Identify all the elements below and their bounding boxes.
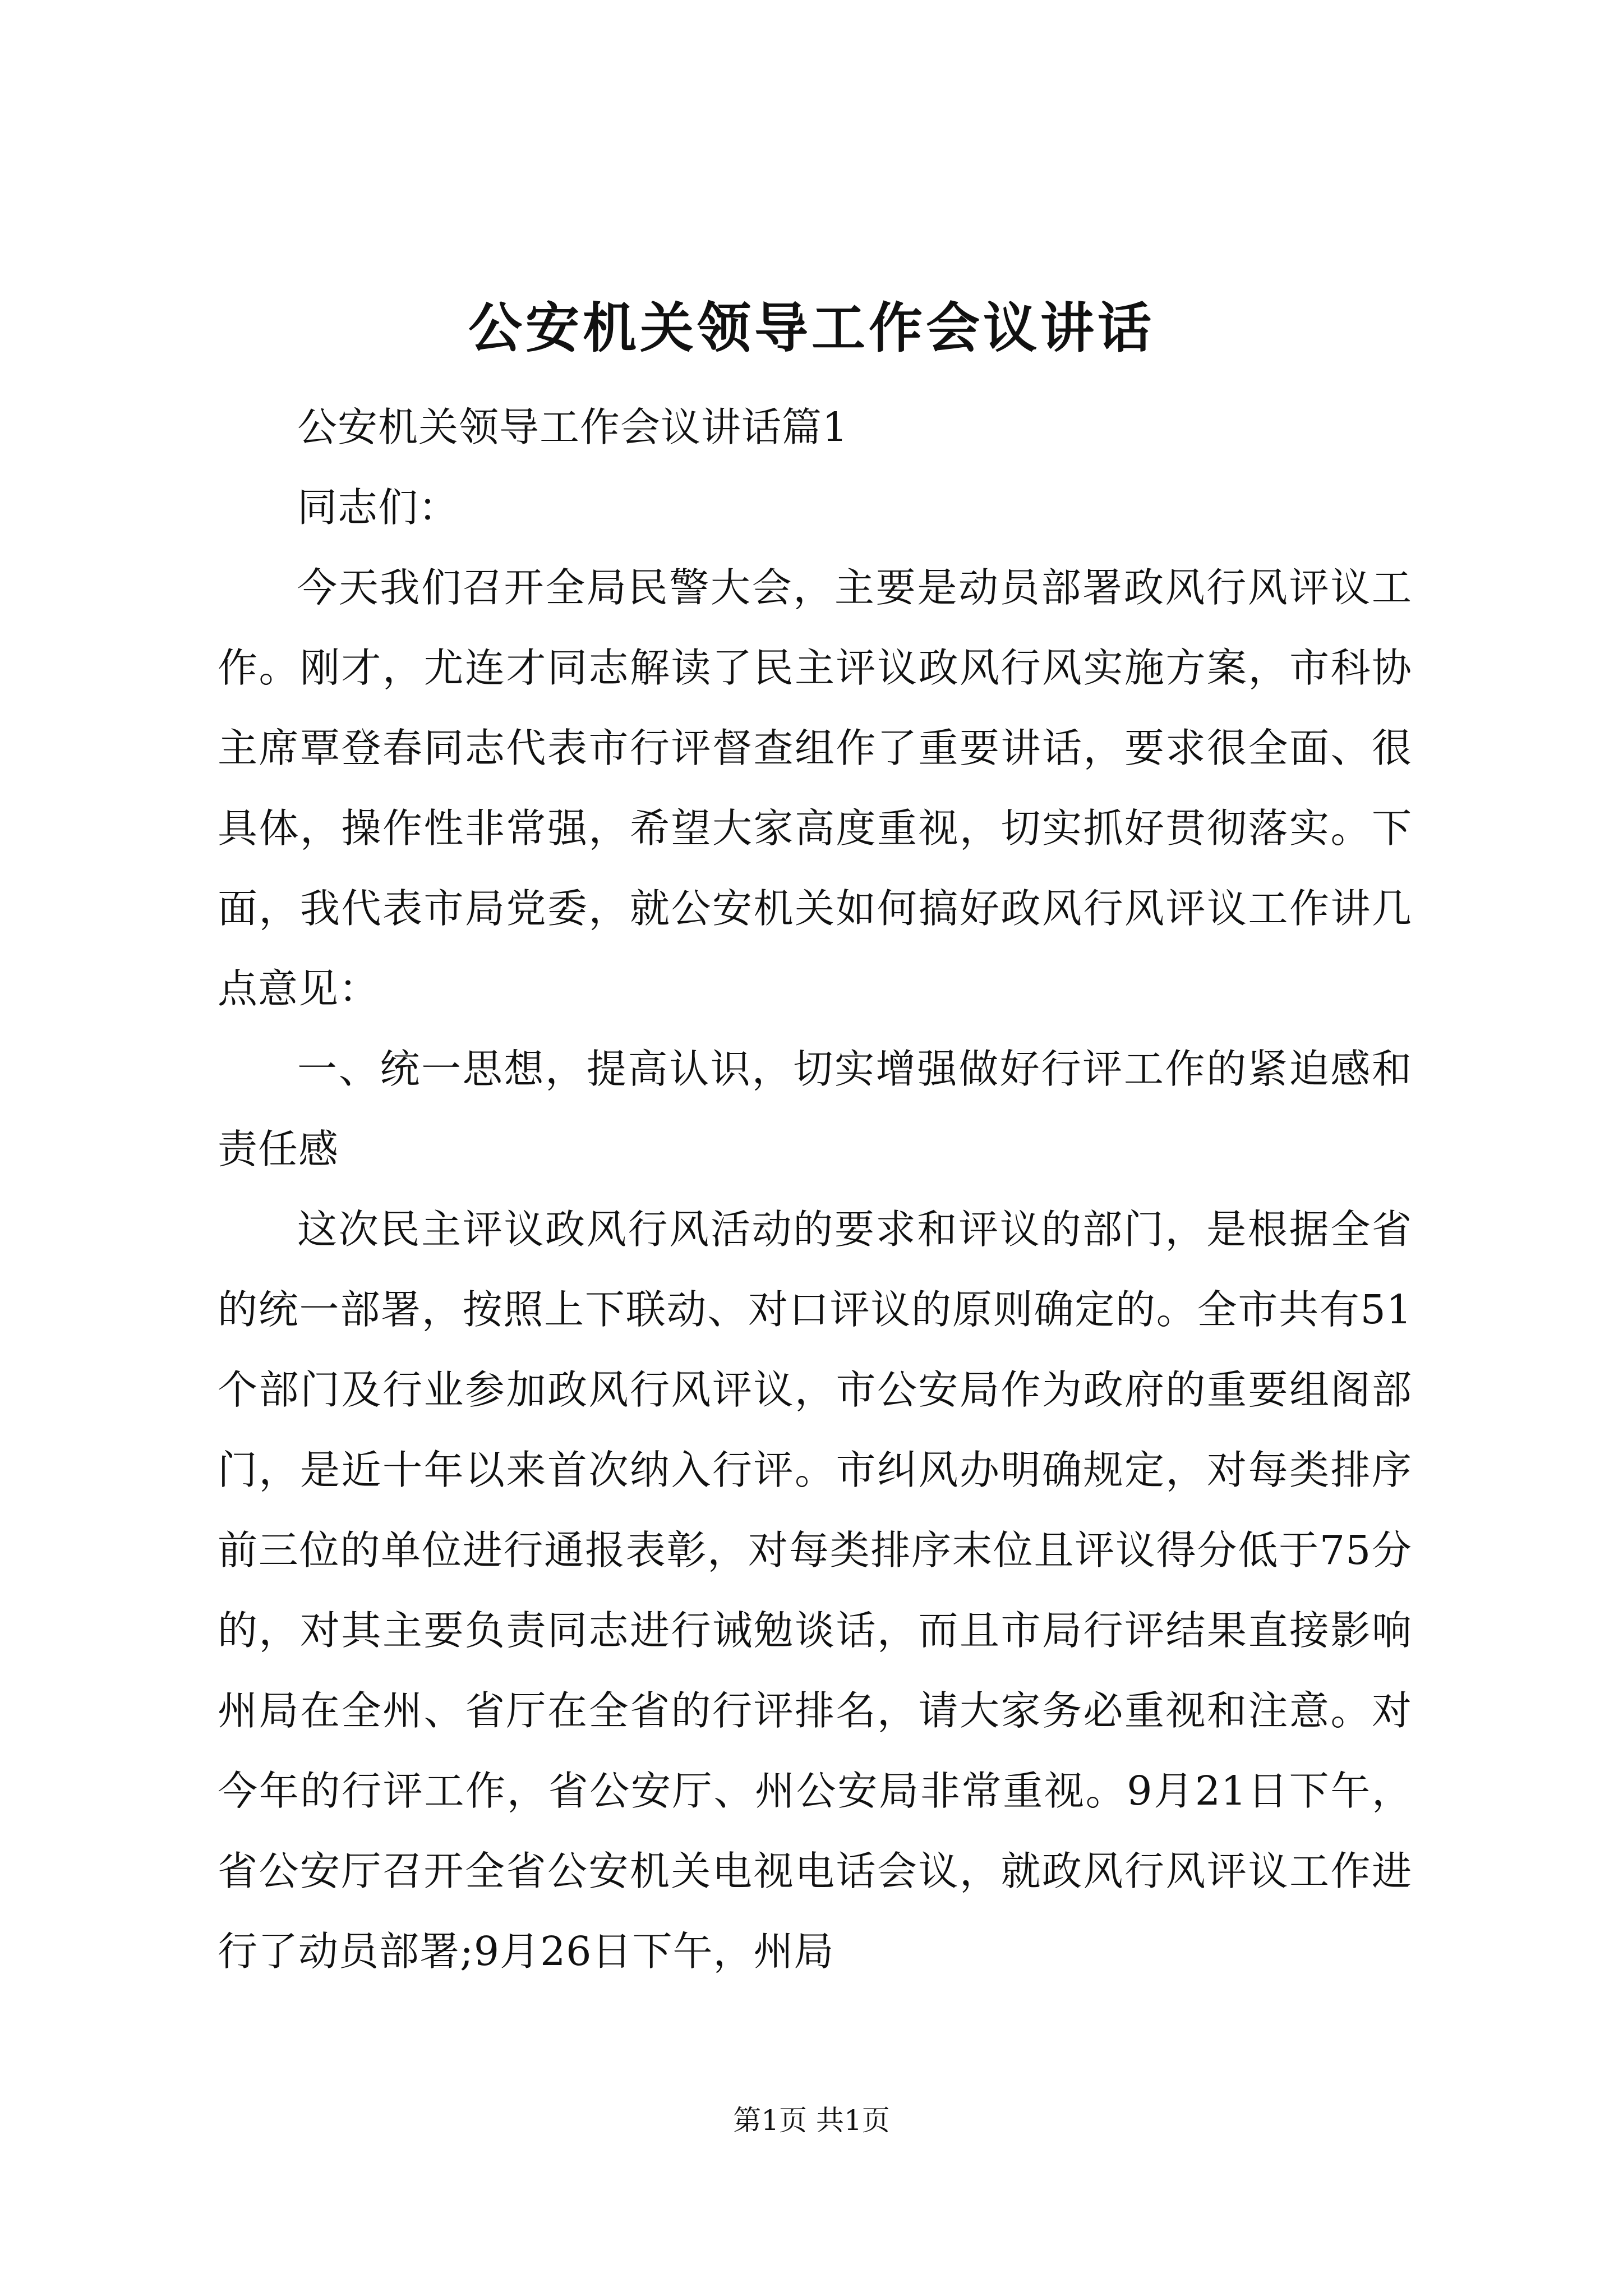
paragraph-intro: 今天我们召开全局民警大会，主要是动员部署政风行风评议工作。刚才，尤连才同志解读了民主评议政风行风实施方案，市科协主席覃登春同志代表市行评督查组作了重要讲话，要求很全面、很具体，操作性非常强，希望大家高度重视，切实抓好贯彻落实。下面，我代表市局党委，就公安机关如何搞好政风行风评议工作讲几点意见： [218, 564, 1412, 1012]
paragraph-heading: 公安机关领导工作会议讲话篇1 [297, 404, 849, 450]
document-title: 公安机关领导工作会议讲话 [468, 296, 1155, 360]
paragraph-section-one-body: 这次民主评议政风行风活动的要求和评议的部门，是根据全省的统一部署，按照上下联动、对口评议的原则确定的。全市共有51个部门及行业参加政风行风评议，市公安局作为政府的重要组阁部门，是近十年以来首次纳入行评。市纠风办明确规定，对每类排序前三位的单位进行通报表彰，对每类排序末位且评议得分低于75分的，对其主要负责同志进行诫勉谈话，而且市局行评结果直接影响州局在全州、省厅在全省的行评排名，请大家务必重视和注意。对今年的行评工作，省公安厅、州公安局非常重视。9月21日下午，省公安厅召开全省公安机关电视电话会议，就政风行风评议工作进行了动员部署;9月26日下午，州局 [218, 1206, 1412, 1975]
paragraph-salutation: 同志们： [297, 484, 459, 531]
paragraph-section-one-heading: 一、统一思想，提高认识，切实增强做好行评工作的紧迫感和责任感 [218, 1046, 1412, 1172]
document-body [218, 387, 1412, 1991]
page-footer: 第1页 共1页 [733, 2104, 890, 2137]
